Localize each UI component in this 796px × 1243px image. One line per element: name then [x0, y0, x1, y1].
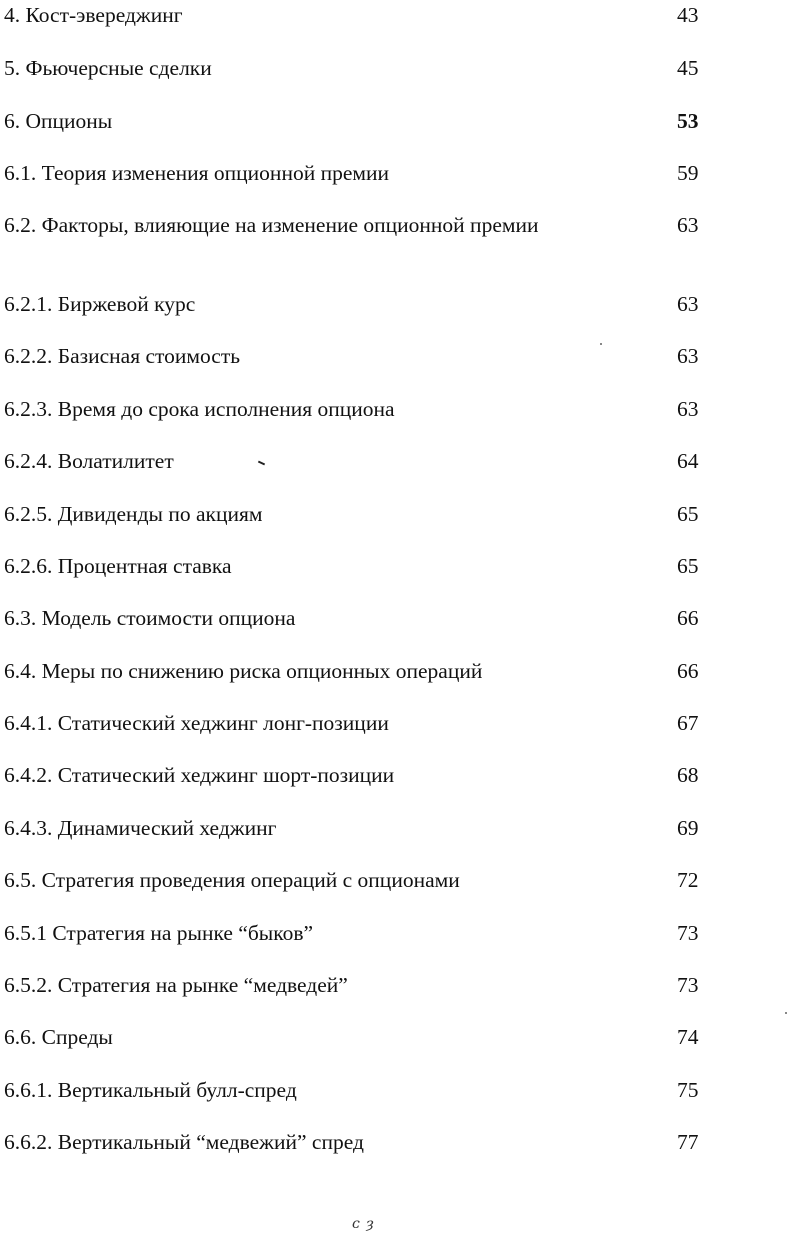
toc-entry-page: 43 [677, 3, 699, 27]
toc-entry-title: 6.2. Факторы, влияющие на изменение опционной премии [4, 213, 539, 237]
toc-entry-page: 64 [677, 449, 699, 473]
toc-entry-title: 6.4.2. Статический хеджинг шорт-позиции [4, 763, 395, 787]
toc-entry-title: 6.2.1. Биржевой курс [4, 292, 196, 316]
toc-entry-title: 6.4.1. Статический хеджинг лонг-позиции [4, 711, 389, 735]
toc-entry-title: 6.1. Теория изменения опционной премии [4, 161, 389, 185]
toc-entry-title: 6.3. Модель стоимости опциона [4, 606, 296, 630]
toc-entry-title: 6.5.1 Стратегия на рынке “быков” [4, 921, 314, 945]
toc-entry-title: 6.2.3. Время до срока исполнения опциона [4, 397, 395, 421]
toc-entry-title: 6.6.2. Вертикальный “медвежий” спред [4, 1130, 364, 1154]
toc-entry-title: 6.5. Стратегия проведения операций с опционами [4, 868, 460, 892]
toc-entry-page: 65 [677, 554, 699, 578]
toc-entry-title: 6.5.2. Стратегия на рынке “медведей” [4, 973, 348, 997]
toc-entry-title: 4. Кост-эвереджинг [4, 3, 183, 27]
toc-entry-title: 5. Фьючерсные сделки [4, 56, 212, 80]
toc-entry-page: 66 [677, 659, 699, 683]
toc-entry-title: 6.4.3. Динамический хеджинг [4, 816, 277, 840]
toc-entry-page: 63 [677, 344, 699, 368]
toc-entry-page: 75 [677, 1078, 699, 1102]
toc-entry-title: 6.6.1. Вертикальный булл-спред [4, 1078, 297, 1102]
toc-entry-page: 72 [677, 868, 699, 892]
toc-entry-page: 45 [677, 56, 699, 80]
toc-entry-title: 6.2.5. Дивиденды по акциям [4, 502, 263, 526]
toc-entry-page: 67 [677, 711, 699, 735]
toc-entry-page: 73 [677, 973, 699, 997]
toc-entry-title: 6.2.6. Процентная ставка [4, 554, 232, 578]
toc-entry-page: 73 [677, 921, 699, 945]
toc-entry-title: 6.2.2. Базисная стоимость [4, 344, 241, 368]
toc-entry-page: 63 [677, 397, 699, 421]
toc-entry-title: 6. Опционы [4, 109, 113, 133]
toc-entry-page: 77 [677, 1130, 699, 1154]
toc-entry-page: 66 [677, 606, 699, 630]
toc-entry-page: 74 [677, 1025, 699, 1049]
toc-entry-page: 59 [677, 161, 699, 185]
handwritten-mark: ᴄ ȝ [352, 1216, 375, 1232]
toc-entry-title: 6.6. Спреды [4, 1025, 113, 1049]
toc-entry-page: 68 [677, 763, 699, 787]
scan-speck [600, 343, 602, 345]
toc-entry-page: 69 [677, 816, 699, 840]
toc-entry-title: 6.4. Меры по снижению риска опционных операций [4, 659, 483, 683]
toc-entry-title: 6.2.4. Волатилитет [4, 449, 174, 473]
toc-entry-page: 63 [677, 292, 699, 316]
toc-entry-page: 63 [677, 213, 699, 237]
toc-entry-page: 65 [677, 502, 699, 526]
toc-entry-page: 53 [677, 109, 699, 133]
scan-speck [785, 1012, 787, 1014]
